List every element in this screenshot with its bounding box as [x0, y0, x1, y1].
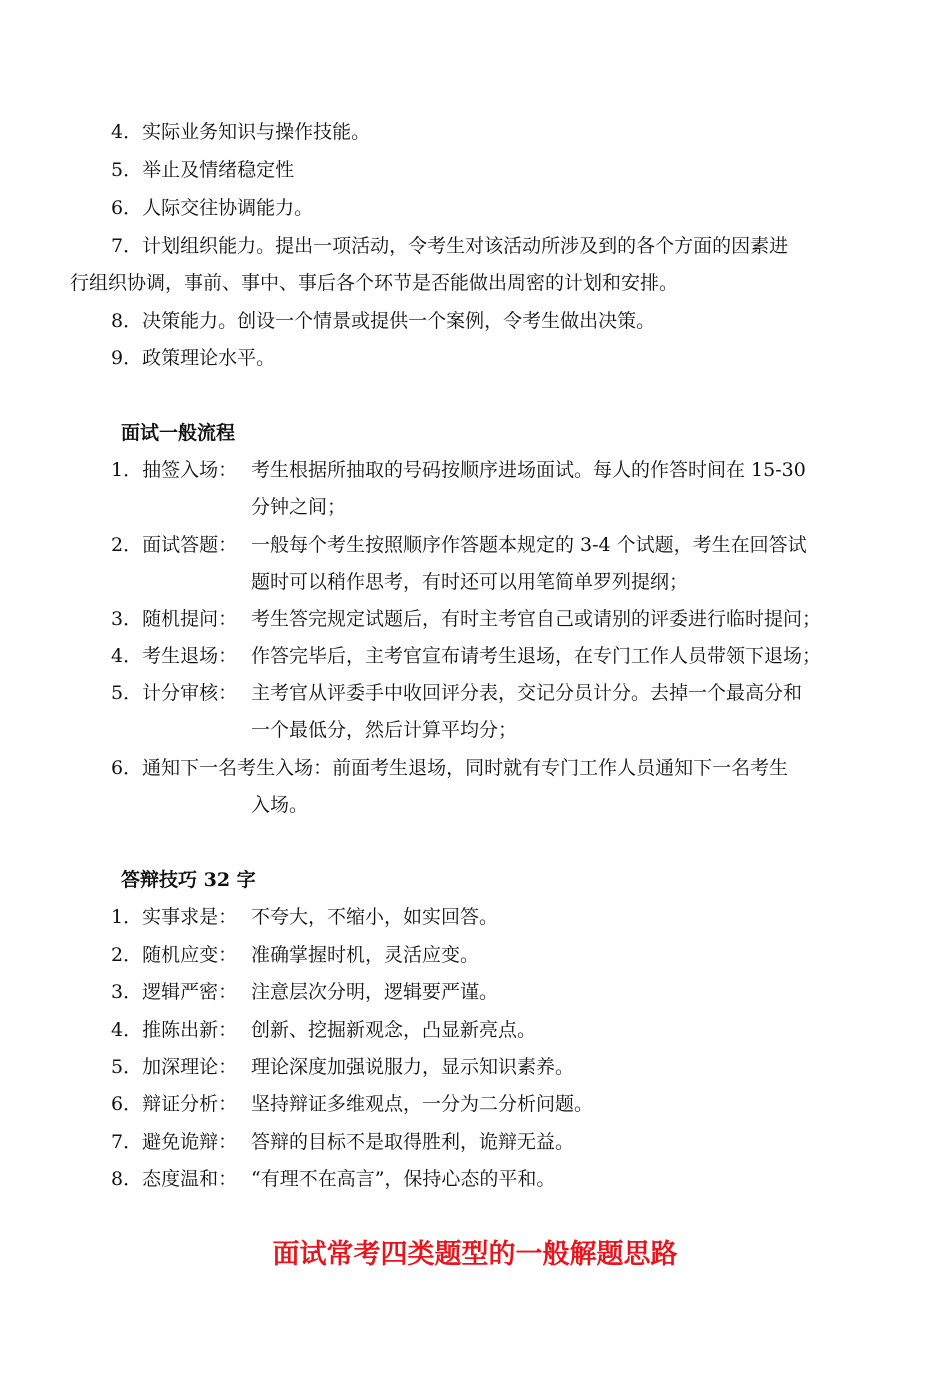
process-step-6: 6．通知下一名考生入场：前面考生退场，同时就有专门工作人员通知下一名考生 — [111, 757, 789, 779]
skill-text: 注意层次分明，逻辑要严谨。 — [251, 981, 499, 1003]
skill-label: 6．辩证分析： — [111, 1093, 238, 1115]
ability-item-4: 4．实际业务知识与操作技能。 — [111, 121, 371, 143]
process-step-2-continuation: 题时可以稍作思考，有时还可以用笔简单罗列提纲； — [251, 571, 689, 593]
skill-text: 创新、挖掘新观念，凸显新亮点。 — [251, 1019, 537, 1041]
process-step-1-continuation: 分钟之间； — [251, 496, 347, 518]
skill-label: 8．态度温和： — [111, 1168, 238, 1190]
process-step-text: 主考官从评委手中收回评分表，交记分员计分。去掉一个最高分和 — [251, 682, 803, 704]
section-title: 面试常考四类题型的一般解题思路 — [272, 1239, 678, 1270]
skill-text: 坚持辩证多维观点，一分为二分析问题。 — [251, 1093, 594, 1115]
skill-text: 理论深度加强说服力，显示知识素养。 — [251, 1056, 575, 1078]
process-step-text: 作答完毕后，主考官宣布请考生退场，在专门工作人员带领下退场； — [251, 645, 822, 667]
ability-item-7-line2: 行组织协调，事前、事中、事后各个环节是否能做出周密的计划和安排。 — [70, 272, 679, 294]
process-step-text: 一般每个考生按照顺序作答题本规定的 3-4 个试题，考生在回答试 — [251, 534, 807, 556]
skill-label: 7．避免诡辩： — [111, 1131, 238, 1153]
ability-item-7-line1: 7．计划组织能力。提出一项活动，令考生对该活动所涉及到的各个方面的因素进 — [111, 235, 789, 257]
process-step-5-continuation: 一个最低分，然后计算平均分； — [251, 719, 518, 741]
skill-text: 答辩的目标不是取得胜利，诡辩无益。 — [251, 1131, 575, 1153]
skills-heading: 答辩技巧 32 字 — [121, 869, 256, 891]
process-heading: 面试一般流程 — [121, 422, 236, 444]
process-step-label: 3．随机提问： — [111, 608, 238, 630]
process-step-label: 1．抽签入场： — [111, 459, 238, 481]
skill-label: 4．推陈出新： — [111, 1019, 238, 1041]
ability-item-8: 8．决策能力。创设一个情景或提供一个案例，令考生做出决策。 — [111, 310, 656, 332]
skill-text: 准确掌握时机，灵活应变。 — [251, 944, 480, 966]
ability-item-9: 9．政策理论水平。 — [111, 347, 276, 369]
process-step-6-continuation: 入场。 — [251, 794, 309, 816]
process-step-text: 考生答完规定试题后，有时主考官自己或请别的评委进行临时提问； — [251, 608, 822, 630]
skill-label: 3．逻辑严密： — [111, 981, 238, 1003]
skill-label: 5．加深理论： — [111, 1056, 238, 1078]
skill-text: “有理不在高言”，保持心态的平和。 — [251, 1168, 556, 1190]
process-step-label: 2．面试答题： — [111, 534, 238, 556]
ability-item-5: 5．举止及情绪稳定性 — [111, 159, 295, 181]
skill-text: 不夸大，不缩小，如实回答。 — [251, 906, 499, 928]
process-step-label: 5．计分审核： — [111, 682, 238, 704]
process-step-text: 考生根据所抽取的号码按顺序进场面试。每人的作答时间在 15-30 — [251, 459, 806, 481]
skill-label: 1．实事求是： — [111, 906, 238, 928]
ability-item-6: 6．人际交往协调能力。 — [111, 197, 314, 219]
skill-label: 2．随机应变： — [111, 944, 238, 966]
process-step-label: 4．考生退场： — [111, 645, 238, 667]
